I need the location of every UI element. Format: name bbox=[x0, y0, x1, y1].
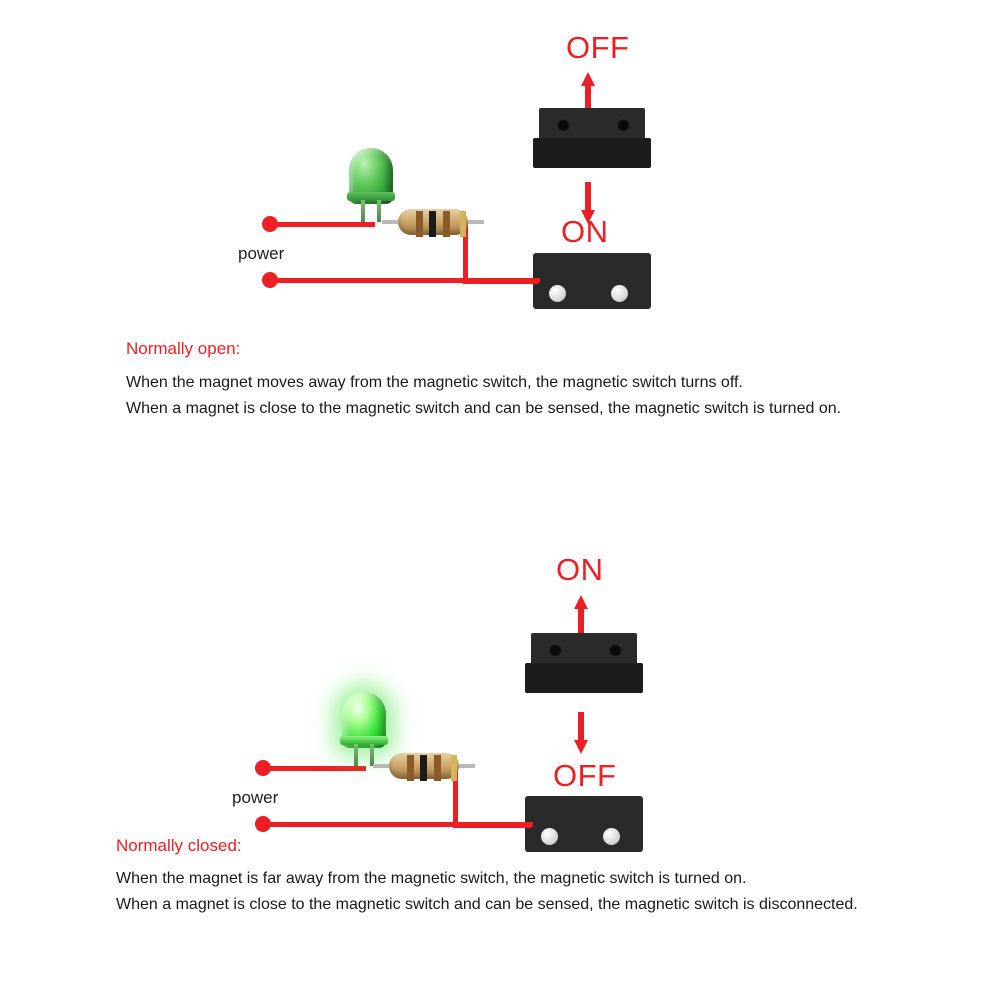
resistor-lead-left bbox=[382, 220, 398, 224]
state-label-bottom: ON bbox=[561, 214, 609, 249]
resistor bbox=[390, 207, 476, 237]
arrow-up-icon-2 bbox=[574, 595, 588, 637]
state-label-top: OFF bbox=[566, 30, 630, 65]
wire-return bbox=[270, 278, 540, 283]
led-leg-left-2 bbox=[354, 744, 358, 766]
magnet-body-2 bbox=[525, 663, 643, 693]
magnet-block-2 bbox=[525, 633, 643, 693]
resistor-band-4 bbox=[460, 211, 466, 237]
magnet-hole-left-icon-2 bbox=[549, 643, 562, 656]
led-flange-2 bbox=[340, 736, 388, 745]
diagram-normally-closed bbox=[0, 520, 996, 860]
caption-title-normally-open: Normally open: bbox=[126, 339, 241, 358]
diagram-normally-open bbox=[0, 0, 996, 340]
led-leg-right-2 bbox=[370, 744, 374, 766]
resistor-band-3 bbox=[443, 211, 450, 237]
power-label: power bbox=[238, 244, 285, 263]
caption-title-normally-closed: Normally closed: bbox=[116, 836, 242, 855]
reed-screw-left-icon-2 bbox=[541, 828, 558, 845]
resistor-body bbox=[398, 209, 468, 235]
reed-screw-left-icon bbox=[549, 285, 566, 302]
arrow-down-icon-2 bbox=[574, 712, 588, 754]
resistor-body-2 bbox=[389, 753, 459, 779]
caption-line-2: When a magnet is close to the magnetic switch and can be sensed, the magnetic switch is turned on. bbox=[126, 400, 842, 417]
magnet-body bbox=[533, 138, 651, 168]
caption-line-3: When the magnet is far away from the magnetic switch, the magnetic switch is turned on. bbox=[116, 870, 747, 887]
resistor-lead-left-2 bbox=[373, 764, 389, 768]
wire-power-to-led-2 bbox=[263, 766, 366, 771]
state-label-bottom-2: OFF bbox=[553, 758, 617, 793]
led-flange bbox=[347, 192, 395, 201]
resistor-band-1-2 bbox=[407, 755, 414, 781]
resistor-band-2 bbox=[429, 211, 436, 237]
resistor-band-1 bbox=[416, 211, 423, 237]
reed-switch bbox=[533, 253, 651, 309]
magnet-hole-left-icon bbox=[557, 118, 570, 131]
resistor-band-4-2 bbox=[451, 755, 457, 781]
power-label-2: power bbox=[232, 788, 279, 807]
green-led bbox=[349, 148, 393, 220]
wire-return-2 bbox=[263, 822, 533, 827]
state-label-top-2: ON bbox=[556, 552, 604, 587]
magnet-top-face bbox=[539, 108, 645, 142]
resistor-band-2-2 bbox=[420, 755, 427, 781]
resistor-2 bbox=[381, 751, 467, 781]
wire-power-to-led bbox=[270, 222, 375, 227]
reed-screw-right-icon-2 bbox=[603, 828, 620, 845]
caption-line-4: When a magnet is close to the magnetic switch and can be sensed, the magnetic switch is disconnected. bbox=[116, 896, 858, 913]
magnet-top-face-2 bbox=[531, 633, 637, 667]
resistor-lead-right-2 bbox=[459, 764, 475, 768]
magnet-block bbox=[533, 108, 651, 168]
reed-screw-right-icon bbox=[611, 285, 628, 302]
led-leg-left bbox=[361, 200, 365, 222]
resistor-band-3-2 bbox=[434, 755, 441, 781]
resistor-lead-right bbox=[468, 220, 484, 224]
magnet-hole-right-icon bbox=[617, 118, 630, 131]
caption-line-1: When the magnet moves away from the magnetic switch, the magnetic switch turns off. bbox=[126, 374, 743, 391]
magnet-hole-right-icon-2 bbox=[609, 643, 622, 656]
reed-switch-2 bbox=[525, 796, 643, 852]
led-leg-right bbox=[377, 200, 381, 222]
green-led-2 bbox=[342, 692, 386, 764]
